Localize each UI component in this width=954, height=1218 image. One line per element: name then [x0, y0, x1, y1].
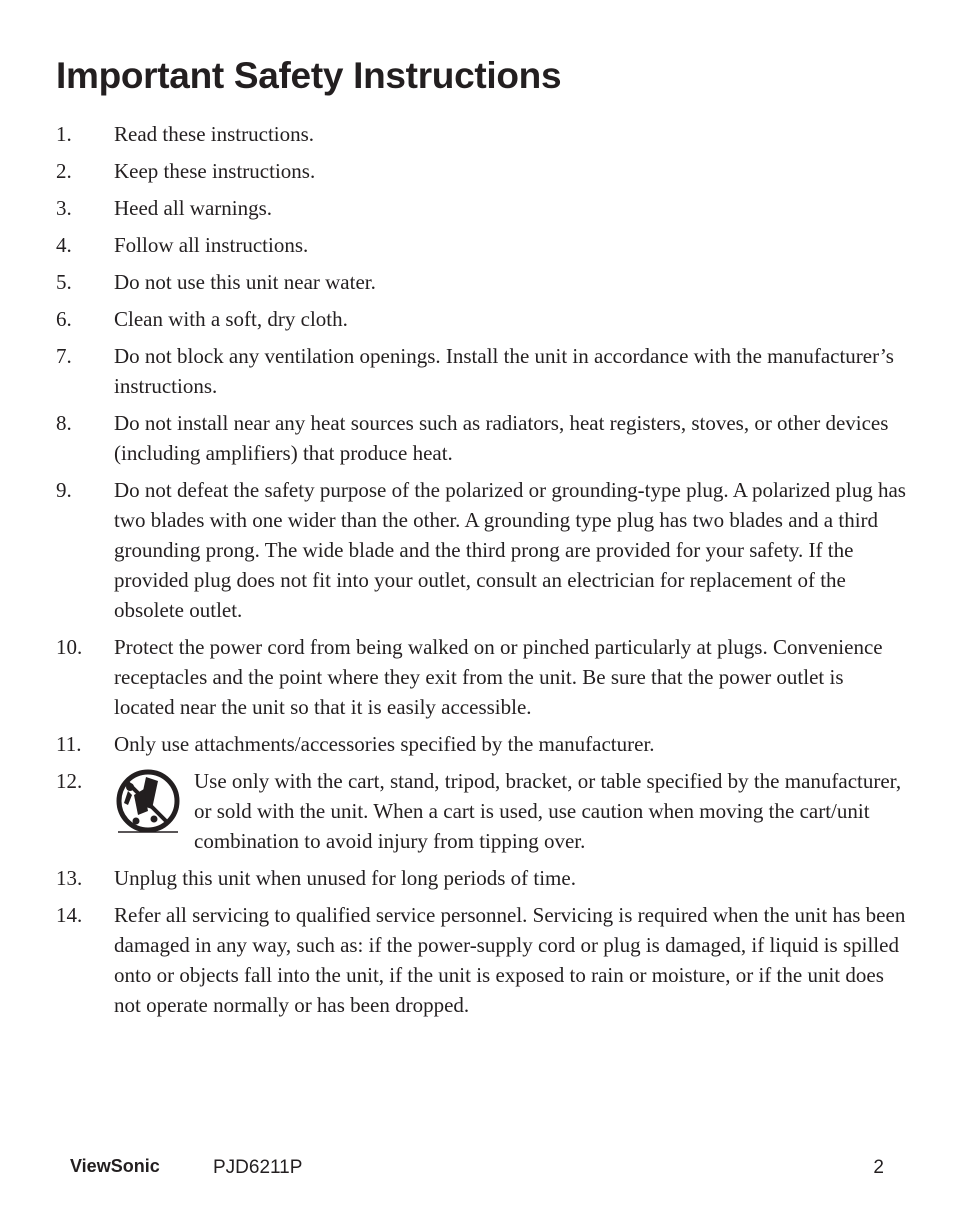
item-text: Follow all instructions.	[114, 233, 309, 257]
item-number: 1.	[56, 122, 72, 146]
item-number: 7.	[56, 344, 72, 368]
item-text: Only use attachments/accessories specified by the manufacturer.	[114, 732, 655, 756]
list-item	[56, 729, 906, 759]
item-number: 9.	[56, 478, 72, 502]
item-text: Do not install near any heat sources such as radiators, heat registers, stoves, or other devices (including amplifiers) that produce heat.	[114, 411, 889, 465]
list-item	[56, 230, 906, 260]
page-title: Important Safety Instructions	[56, 55, 562, 96]
list-item	[56, 632, 906, 722]
item-text: Protect the power cord from being walked on or pinched particularly at plugs. Convenience receptacles and the point where they exit from the unit. Be sure that the power outlet is located near the unit so that it is easily accessible.	[114, 635, 883, 719]
item-number: 12.	[56, 769, 83, 793]
item-text: Read these instructions.	[114, 122, 315, 146]
list-item	[56, 267, 906, 297]
list-item	[56, 119, 906, 149]
item-number: 4.	[56, 233, 72, 257]
item-number: 10.	[56, 635, 83, 659]
item-text: Clean with a soft, dry cloth.	[114, 307, 348, 331]
list-item	[56, 156, 906, 186]
list-item	[56, 766, 906, 856]
item-number: 6.	[56, 307, 72, 331]
item-text: Do not defeat the safety purpose of the polarized or grounding-type plug. A polarized plug has two blades with one wider than the other. A grounding type plug has two blades and a third grounding prong. The wide blade and the third prong are provided for your safety. If the provided plug does not fit into your outlet, consult an electrician for replacement of the obsolete outlet.	[114, 478, 906, 622]
list-item	[56, 193, 906, 223]
item-number: 11.	[56, 732, 82, 756]
item-number: 3.	[56, 196, 72, 220]
list-item	[56, 304, 906, 334]
item-text: Do not use this unit near water.	[114, 270, 376, 294]
item-number: 14.	[56, 903, 83, 927]
item-text: Heed all warnings.	[114, 196, 273, 220]
cart-tip-over-warning-icon	[114, 769, 182, 837]
item-with-icon	[114, 766, 906, 856]
safety-instructions-list	[56, 119, 906, 1027]
item-text: Keep these instructions.	[114, 159, 316, 183]
brand-name: ViewSonic	[70, 1156, 160, 1176]
list-item	[56, 408, 906, 468]
list-item	[56, 863, 906, 893]
item-number: 2.	[56, 159, 72, 183]
model-number: PJD6211P	[213, 1157, 303, 1178]
page-number: 2	[873, 1157, 884, 1178]
item-number: 5.	[56, 270, 72, 294]
item-text: Do not block any ventilation openings. Install the unit in accordance with the manufacturer’s instructions.	[114, 344, 894, 398]
list-item	[56, 900, 906, 1020]
item-text: Use only with the cart, stand, tripod, bracket, or table specified by the manufacturer, or sold with the unit. When a cart is used, use caution when moving the cart/unit combination to avoid injury from tipping over.	[194, 769, 902, 853]
item-number: 13.	[56, 866, 83, 890]
item-text: Refer all servicing to qualified service personnel. Servicing is required when the unit has been damaged in any way, such as: if the power-supply cord or plug is damaged, if liquid is spilled onto or objects fall into the unit, if the unit is exposed to rain or moisture, or if the unit does not operate normally or has been dropped.	[114, 903, 906, 1017]
item-number: 8.	[56, 411, 72, 435]
list-item	[56, 475, 906, 625]
item-text: Unplug this unit when unused for long periods of time.	[114, 866, 576, 890]
list-item	[56, 341, 906, 401]
